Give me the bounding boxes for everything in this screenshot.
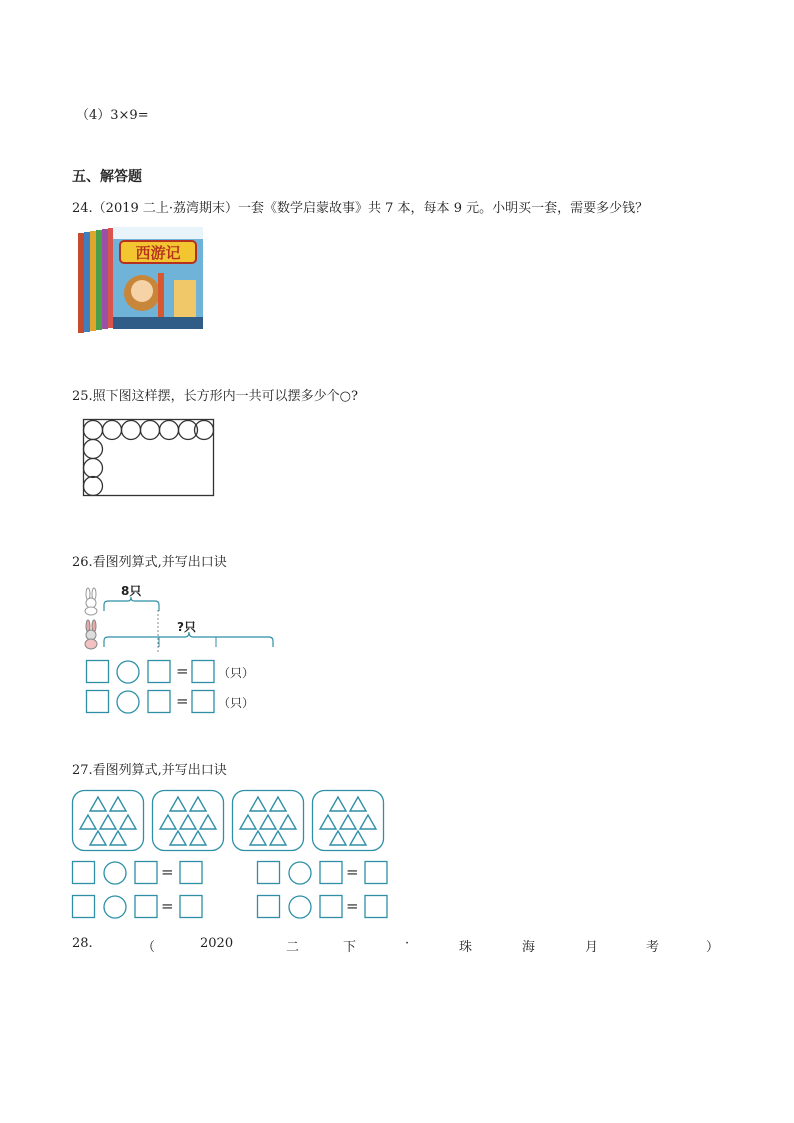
answer-box[interactable]	[180, 862, 202, 884]
equals-sign: =	[176, 692, 189, 710]
q27-equation-right-1[interactable]	[257, 861, 397, 887]
rabbit-gray-icon	[80, 620, 102, 650]
answer-box[interactable]	[180, 896, 202, 918]
q28-part: 28.	[72, 936, 93, 951]
answer-box[interactable]	[148, 691, 170, 713]
answer-box[interactable]	[87, 661, 109, 683]
answer-box[interactable]	[365, 896, 387, 918]
book-spines	[78, 228, 113, 333]
q27-equation-left-2[interactable]	[72, 895, 212, 921]
equals-sign: =	[346, 897, 359, 915]
answer-box[interactable]	[135, 862, 157, 884]
q28-part: 下	[343, 940, 357, 955]
book-cover-title: 西游记	[135, 244, 181, 262]
operator-circle[interactable]	[117, 661, 139, 683]
answer-box[interactable]	[320, 896, 342, 918]
operator-circle[interactable]	[289, 896, 311, 918]
unit-label: （只）	[218, 696, 255, 710]
q28-part: ·	[405, 936, 410, 951]
operator-circle[interactable]	[289, 862, 311, 884]
triangle-group	[233, 791, 304, 851]
equals-sign: =	[176, 662, 189, 680]
triangle-group	[153, 791, 224, 851]
operator-circle[interactable]	[117, 691, 139, 713]
answer-box[interactable]	[87, 691, 109, 713]
operator-circle[interactable]	[104, 862, 126, 884]
triangle-group	[313, 791, 384, 851]
question-26-text: 26.看图列算式,并写出口诀	[72, 555, 227, 570]
triangle-groups	[72, 790, 392, 854]
equals-sign: =	[161, 863, 174, 881]
operator-circle[interactable]	[104, 896, 126, 918]
question-4-subitem: （4）3×9=	[76, 108, 149, 123]
answer-box[interactable]	[258, 896, 280, 918]
rectangle-circles-figure	[83, 419, 217, 499]
question-27-text: 27.看图列算式,并写出口诀	[72, 763, 227, 778]
answer-box[interactable]	[365, 862, 387, 884]
circle-column	[84, 440, 103, 496]
rabbit-white-icon	[80, 588, 102, 616]
top-quantity-label: 8只	[121, 584, 142, 598]
section-title: 五、解答题	[72, 169, 142, 185]
top-brace	[103, 597, 163, 613]
answer-box[interactable]	[135, 896, 157, 918]
bottom-brace	[103, 631, 277, 649]
equals-sign: =	[346, 863, 359, 881]
answer-box[interactable]	[192, 661, 214, 683]
circle-row	[84, 421, 214, 440]
triangle-group	[73, 791, 144, 851]
bottom-quantity-label: ?只	[177, 620, 196, 634]
question-28-header	[0, 936, 794, 956]
question-25-text: 25.照下图这样摆，长方形内一共可以摆多少个○?	[72, 389, 358, 404]
equals-sign: =	[161, 897, 174, 915]
q27-equation-right-2[interactable]	[257, 895, 397, 921]
q28-part: 二	[286, 940, 300, 955]
q28-part: 考	[646, 940, 660, 955]
book-set-image	[78, 225, 208, 337]
question-24-text: 24.（2019 二上·荔湾期末）一套《数学启蒙故事》共 7 本，每本 9 元。小明买一套，需要多少钱？	[72, 201, 649, 216]
answer-box[interactable]	[192, 691, 214, 713]
q28-part: 珠	[459, 940, 473, 955]
q28-part: ）	[706, 940, 720, 955]
answer-box[interactable]	[320, 862, 342, 884]
q28-part: 月	[585, 940, 599, 955]
q28-part: 2020	[200, 936, 234, 951]
q28-part: （	[142, 940, 156, 955]
unit-label: （只）	[218, 666, 255, 680]
answer-box[interactable]	[73, 862, 95, 884]
q28-part: 海	[522, 940, 536, 955]
q27-equation-left-1[interactable]	[72, 861, 212, 887]
answer-box[interactable]	[258, 862, 280, 884]
answer-box[interactable]	[148, 661, 170, 683]
answer-box[interactable]	[73, 896, 95, 918]
